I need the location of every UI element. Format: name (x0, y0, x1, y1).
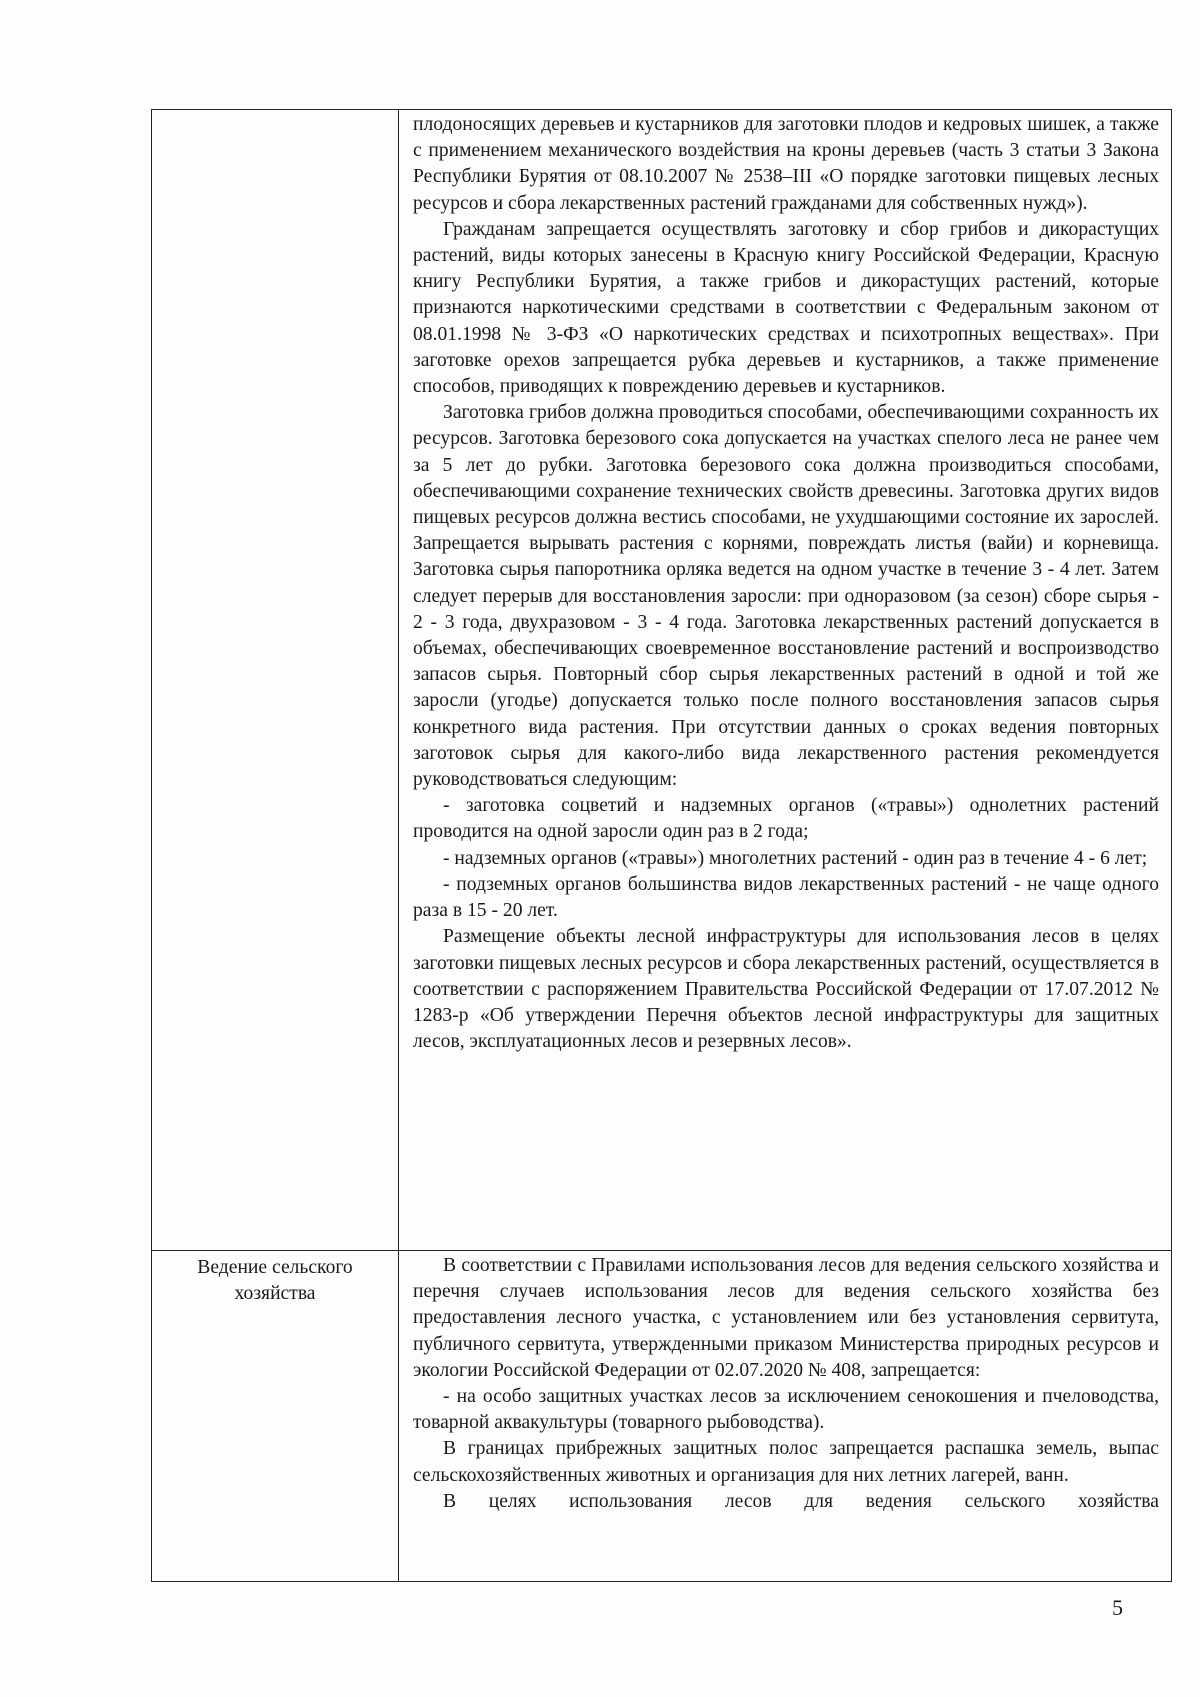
paragraph: Размещение объекты лесной инфраструктуры для использования лесов в целях заготовки пищевых лесных ресурсов и сбора лекарственных растений, осуществляется в соответствии с распоряжением Правительства Российской Федерации от 17.07.2012 № 1283-р «Об утверждении Перечня объектов лесной инфраструктуры для защитных лесов, эксплуатационных лесов и резервных лесов». (413, 926, 1159, 1053)
list-item: - подземных органов большинства видов лекарственных растений - не чаще одного раза в 15 - 20 лет. (413, 873, 1159, 922)
list-item: - на особо защитных участках лесов за исключением сенокошения и пчеловодства, товарной аквакультуры (товарного рыбоводства). (413, 1386, 1159, 1434)
page-number: 5 (1112, 1595, 1123, 1620)
table-row (152, 110, 1172, 1251)
paragraph: Заготовка грибов должна проводиться способами, обеспечивающими сохранность их ресурсов. Заготовка березового сока допускается на участках спелого леса не ранее чем за 5 лет до рубки. Заготовка березового сока должна производиться способами, обеспечивающими сохранение технических свойств древесины. Заготовка других видов пищевых ресурсов должна вестись способами, не ухудшающими состояние их зарослей. Запрещается вырывать растения с корнями, повреждать листья (вайи) и корневища. Заготовка сырья папоротника орляка ведется на одном участке в течение 3 - 4 лет. Затем следует перерыв для восстановления заросли: при одноразовом (за сезон) сборе сырья - 2 - 3 года, двухразовом - 3 - 4 года. Заготовка лекарственных растений допускается в объемах, обеспечивающих своевременное восстановление растений и воспроизводство запасов сырья. Повторный сбор сырья лекарственных растений в одной и той же заросли (угодье) допускается только после полного восстановления запасов сырья конкретного вида растения. При отсутствии данных о сроках ведения повторных заготовок сырья для какого-либо вида лекарственного растения рекомендуется руководствоваться следующим: (413, 402, 1159, 791)
table-cell-right (399, 1251, 1172, 1582)
table-cell-left (152, 1251, 399, 1582)
paragraph: В целях использования лесов для ведения сельского хозяйства (443, 1490, 1159, 1512)
cell-text (399, 1251, 1171, 1515)
list-item: - надземных органов («травы») многолетних растений - один раз в течение 4 - 6 лет; (443, 847, 1148, 869)
paragraph: Гражданам запрещается осуществлять заготовку и сбор грибов и дикорастущих растений, виды которых занесены в Красную книгу Российской Федерации, Красную книгу Республики Бурятия, а также грибов и дикорастущих растений, которые признаются наркотическими средствами в соответствии с Федеральным законом от 08.01.1998 № 3-ФЗ «О наркотических средствах и психотропных веществах». При заготовке орехов запрещается рубка деревьев и кустарников, а также применение способов, приводящих к повреждению деревьев и кустарников. (413, 218, 1159, 398)
paragraph: В границах прибрежных защитных полос запрещается распашка земель, выпас сельскохозяйственных животных и организация для них летних лагерей, ванн. (413, 1438, 1159, 1486)
list-item: - заготовка соцветий и надземных органов («травы») однолетних растений проводится на одной заросли один раз в 2 года; (413, 795, 1159, 843)
table-row (152, 1251, 1172, 1582)
cell-text (399, 110, 1171, 1055)
row-label: Ведение сельского хозяйства (197, 1257, 353, 1305)
table-cell-left (152, 110, 399, 1251)
paragraph: плодоносящих деревьев и кустарников для заготовки плодов и кедровых шишек, а также с применением механического воздействия на кроны деревьев (часть 3 статьи 3 Закона Республики Бурятия от 08.10.2007 № 2538–III «О порядке заготовки пищевых лесных ресурсов и сбора лекарственных растений гражданами для собственных нужд»). (413, 114, 1159, 214)
table-cell-right (399, 110, 1172, 1251)
forest-use-table (151, 109, 1172, 1582)
row-label (152, 110, 398, 114)
paragraph: В соответствии с Правилами использования лесов для ведения сельского хозяйства и перечня случаев использования лесов для ведения сельского хозяйства без предоставления лесного участка, с установлением или без установления сервитута, публичного сервитута, утвержденными приказом Министерства природных ресурсов и экологии Российской Федерации от 02.07.2020 № 408, запрещается: (413, 1255, 1159, 1381)
